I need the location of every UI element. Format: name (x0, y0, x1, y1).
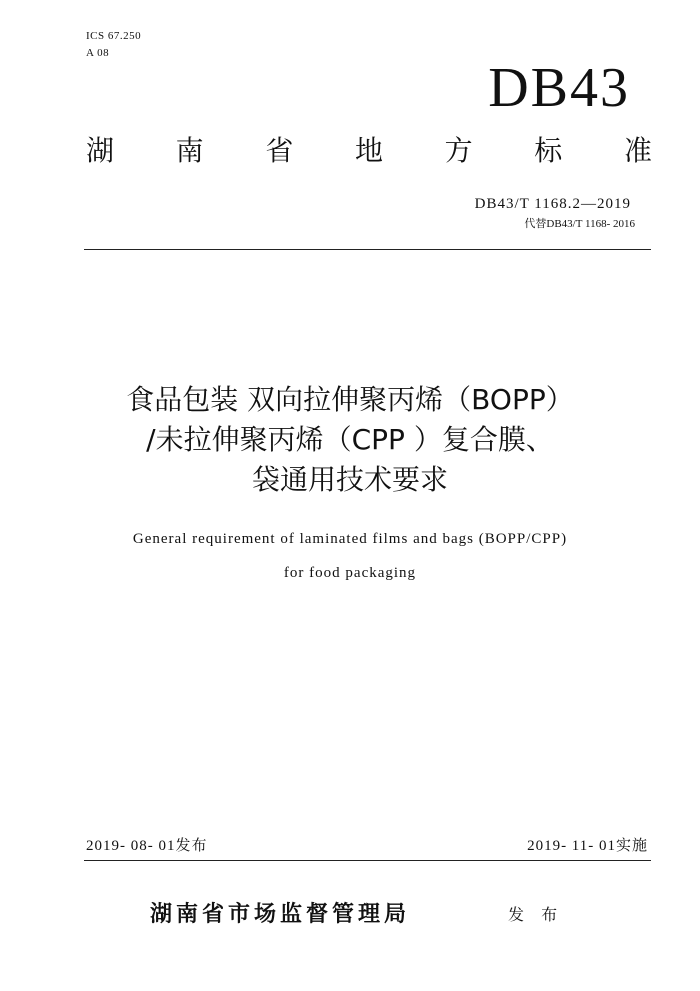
implementation-date: 2019- 11- 01实施 (527, 838, 648, 854)
title-en-line: for food packaging (283, 565, 417, 581)
title-chinese (60, 380, 640, 500)
title-en-line: General requirement of laminated films and bags (BOPP/CPP) (132, 531, 568, 547)
provincial-char: 标 (534, 134, 563, 167)
standard-mark: DB43 (488, 57, 630, 119)
bottom-divider (84, 860, 651, 861)
provincial-char: 地 (354, 134, 383, 167)
standard-number: DB43/T 1168.2—2019 (474, 196, 631, 212)
title-english (60, 522, 640, 590)
top-divider (84, 249, 651, 250)
title-zh-line: 袋通用技术要求 (251, 463, 448, 496)
title-zh-line: /未拉伸聚丙烯（CPP ）复合膜、 (146, 423, 554, 456)
classification-codes (86, 28, 141, 62)
issuing-authority: 湖南省市场监督管理局 (150, 902, 411, 927)
issue-label: 发 布 (508, 905, 564, 924)
ics-code: ICS 67.250 (86, 30, 142, 42)
provincial-char: 南 (175, 134, 204, 167)
issue-date: 2019- 08- 01发布 (86, 838, 208, 854)
provincial-char: 湖 (86, 134, 115, 167)
replaces-standard: 代替DB43/T 1168- 2016 (524, 218, 635, 230)
category-code: A 08 (86, 47, 110, 59)
provincial-char: 省 (265, 134, 294, 167)
title-zh-line: 食品包装 双向拉伸聚丙烯（BOPP） (126, 383, 574, 416)
provincial-char: 方 (444, 134, 473, 167)
provincial-char: 准 (623, 134, 652, 167)
provincial-standard-label (86, 133, 652, 169)
